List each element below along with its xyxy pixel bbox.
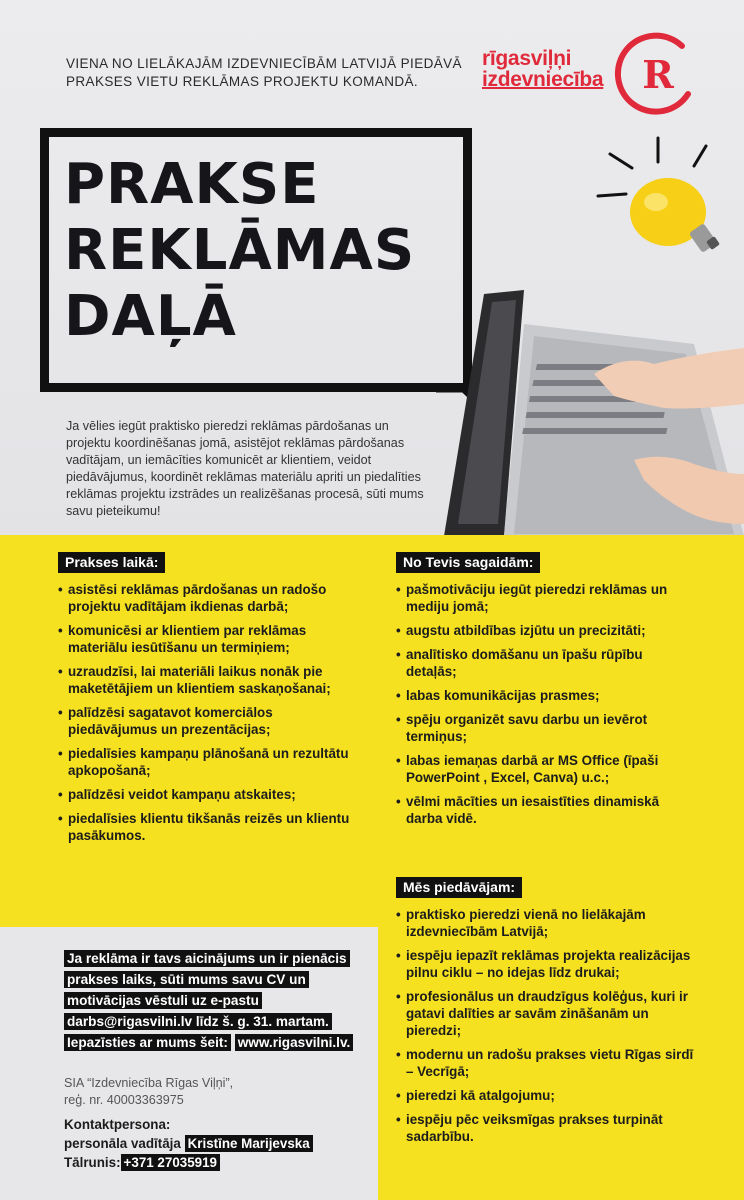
during-internship-section [58, 552, 358, 851]
list-item: • iespēju iepazīt reklāmas projekta realizācijas pilnu ciklu – no idejas līdz drukai; [396, 947, 696, 981]
list-item: • iespēju pēc veiksmīgas prakses turpināt sadarbību. [396, 1111, 696, 1145]
title-line-2: REKLĀMAS [64, 218, 416, 283]
company-info [64, 1075, 364, 1109]
phone-number[interactable]: +371 27035919 [121, 1154, 220, 1171]
page-title [64, 152, 464, 350]
list-item: • piedalīsies kampaņu plānošanā un rezultātu apkopošanā; [58, 745, 358, 779]
offer-title: Mēs piedāvājam: [396, 877, 522, 898]
company-name: SIA “Izdevniecība Rīgas Viļņi”, [64, 1076, 234, 1090]
requirements-section [396, 552, 696, 834]
requirements-title: No Tevis sagaidām: [396, 552, 540, 573]
contact-person-row [64, 1134, 364, 1153]
phone-label: Tālrunis: [64, 1155, 121, 1170]
list-item: • pieredzi kā atalgojumu; [396, 1087, 696, 1104]
list-item: • profesionālus un draudzīgus kolēģus, kuri ir gatavi dalīties ar savām zināšanām un pieredzi; [396, 988, 696, 1039]
cta-text: Ja reklāma ir tavs aicinājums un ir pienācis prakses laiks, sūti mums savu CV un motivācijas vēstuli uz e-pastu darbs@rigasvilni.lv līdz š. g. 31. martam. [64, 950, 350, 1030]
list-item: • komunicēsi ar klientiem par reklāmas materiālu iesūtīšanu un termiņiem; [58, 622, 358, 656]
contact-title: Kontaktpersona: [64, 1117, 171, 1132]
list-item: • augstu atbildības izjūtu un precizitāti; [396, 622, 696, 639]
publisher-logo-text[interactable] [482, 48, 603, 90]
lightbulb-icon [596, 132, 736, 262]
contact-phone-row [64, 1153, 364, 1172]
contact-role: personāla vadītāja [64, 1136, 181, 1151]
cta-more-label: Iepazīsties ar mums šeit: [64, 1034, 231, 1051]
list-item: • pašmotivāciju iegūt pieredzi reklāmas un mediju jomā; [396, 581, 696, 615]
website-link[interactable]: www.rigasvilni.lv. [235, 1034, 354, 1051]
requirements-list [396, 581, 696, 827]
title-line-3: DAĻĀ [64, 284, 237, 349]
list-item: • praktisko pieredzi vienā no lielākajām izdevniecībām Latvijā; [396, 906, 696, 940]
company-reg-number: reģ. nr. 40003363975 [64, 1093, 184, 1107]
list-item: • vēlmi mācīties un iesaistīties dinamiskā darba vidē. [396, 793, 696, 827]
offer-list [396, 906, 696, 1145]
list-item: • modernu un radošu prakses vietu Rīgas sirdī – Vecrīgā; [396, 1046, 696, 1080]
publisher-logo-icon[interactable] [608, 28, 700, 120]
laptop-illustration [444, 284, 744, 536]
logo-line-2: izdevniecība [482, 68, 604, 91]
logo-line-1: rīgasviļņi [482, 47, 572, 70]
during-title: Prakses laikā: [58, 552, 165, 573]
list-item: • spēju organizēt savu darbu un ievērot termiņus; [396, 711, 696, 745]
list-item: • asistēsi reklāmas pārdošanas un radošo projektu vadītājam ikdienas darbā; [58, 581, 358, 615]
list-item: • labas iemaņas darbā ar MS Office (īpaši PowerPoint , Excel, Canva) u.c.; [396, 752, 696, 786]
list-item: • uzraudzīsi, lai materiāli laikus nonāk pie maketētājiem un klientiem saskaņošanai; [58, 663, 358, 697]
during-list [58, 581, 358, 844]
offer-section [396, 877, 696, 1152]
application-call-to-action [64, 948, 364, 1053]
intro-description: Ja vēlies iegūt praktisko pieredzi reklāmas pārdošanas un projektu koordinēšanas jomā, asistējot reklāmas pārdošanas vadītājam, un iemācīties komunicēt ar klientiem, veidot piedāvājumus, koordinēt reklāmas materiālu apriti un piedalīties reklāmas projektu izstrādes un realizēšanas procesā, sūti mums savu pieteikumu! [66, 419, 424, 518]
list-item: • palīdzēsi sagatavot komerciālos piedāvājumus un prezentācijas; [58, 704, 358, 738]
intro-text: VIENA NO LIELĀKAJĀM IZDEVNIECĪBĀM LATVIJĀ PIEDĀVĀ PRAKSES VIETU REKLĀMAS PROJEKTU KOMANDĀ. [66, 56, 462, 89]
contact-person-name: Kristīne Marijevska [185, 1135, 313, 1152]
list-item: • analītisko domāšanu un īpašu rūpību detaļās; [396, 646, 696, 680]
contact-block [64, 1115, 364, 1172]
list-item: • piedalīsies klientu tikšanās reizēs un klientu pasākumos. [58, 810, 358, 844]
logo-mark-letter: R [642, 52, 674, 97]
list-item: • labas komunikācijas prasmes; [396, 687, 696, 704]
list-item: • palīdzēsi veidot kampaņu atskaites; [58, 786, 358, 803]
title-line-1: PRAKSE [64, 152, 320, 217]
